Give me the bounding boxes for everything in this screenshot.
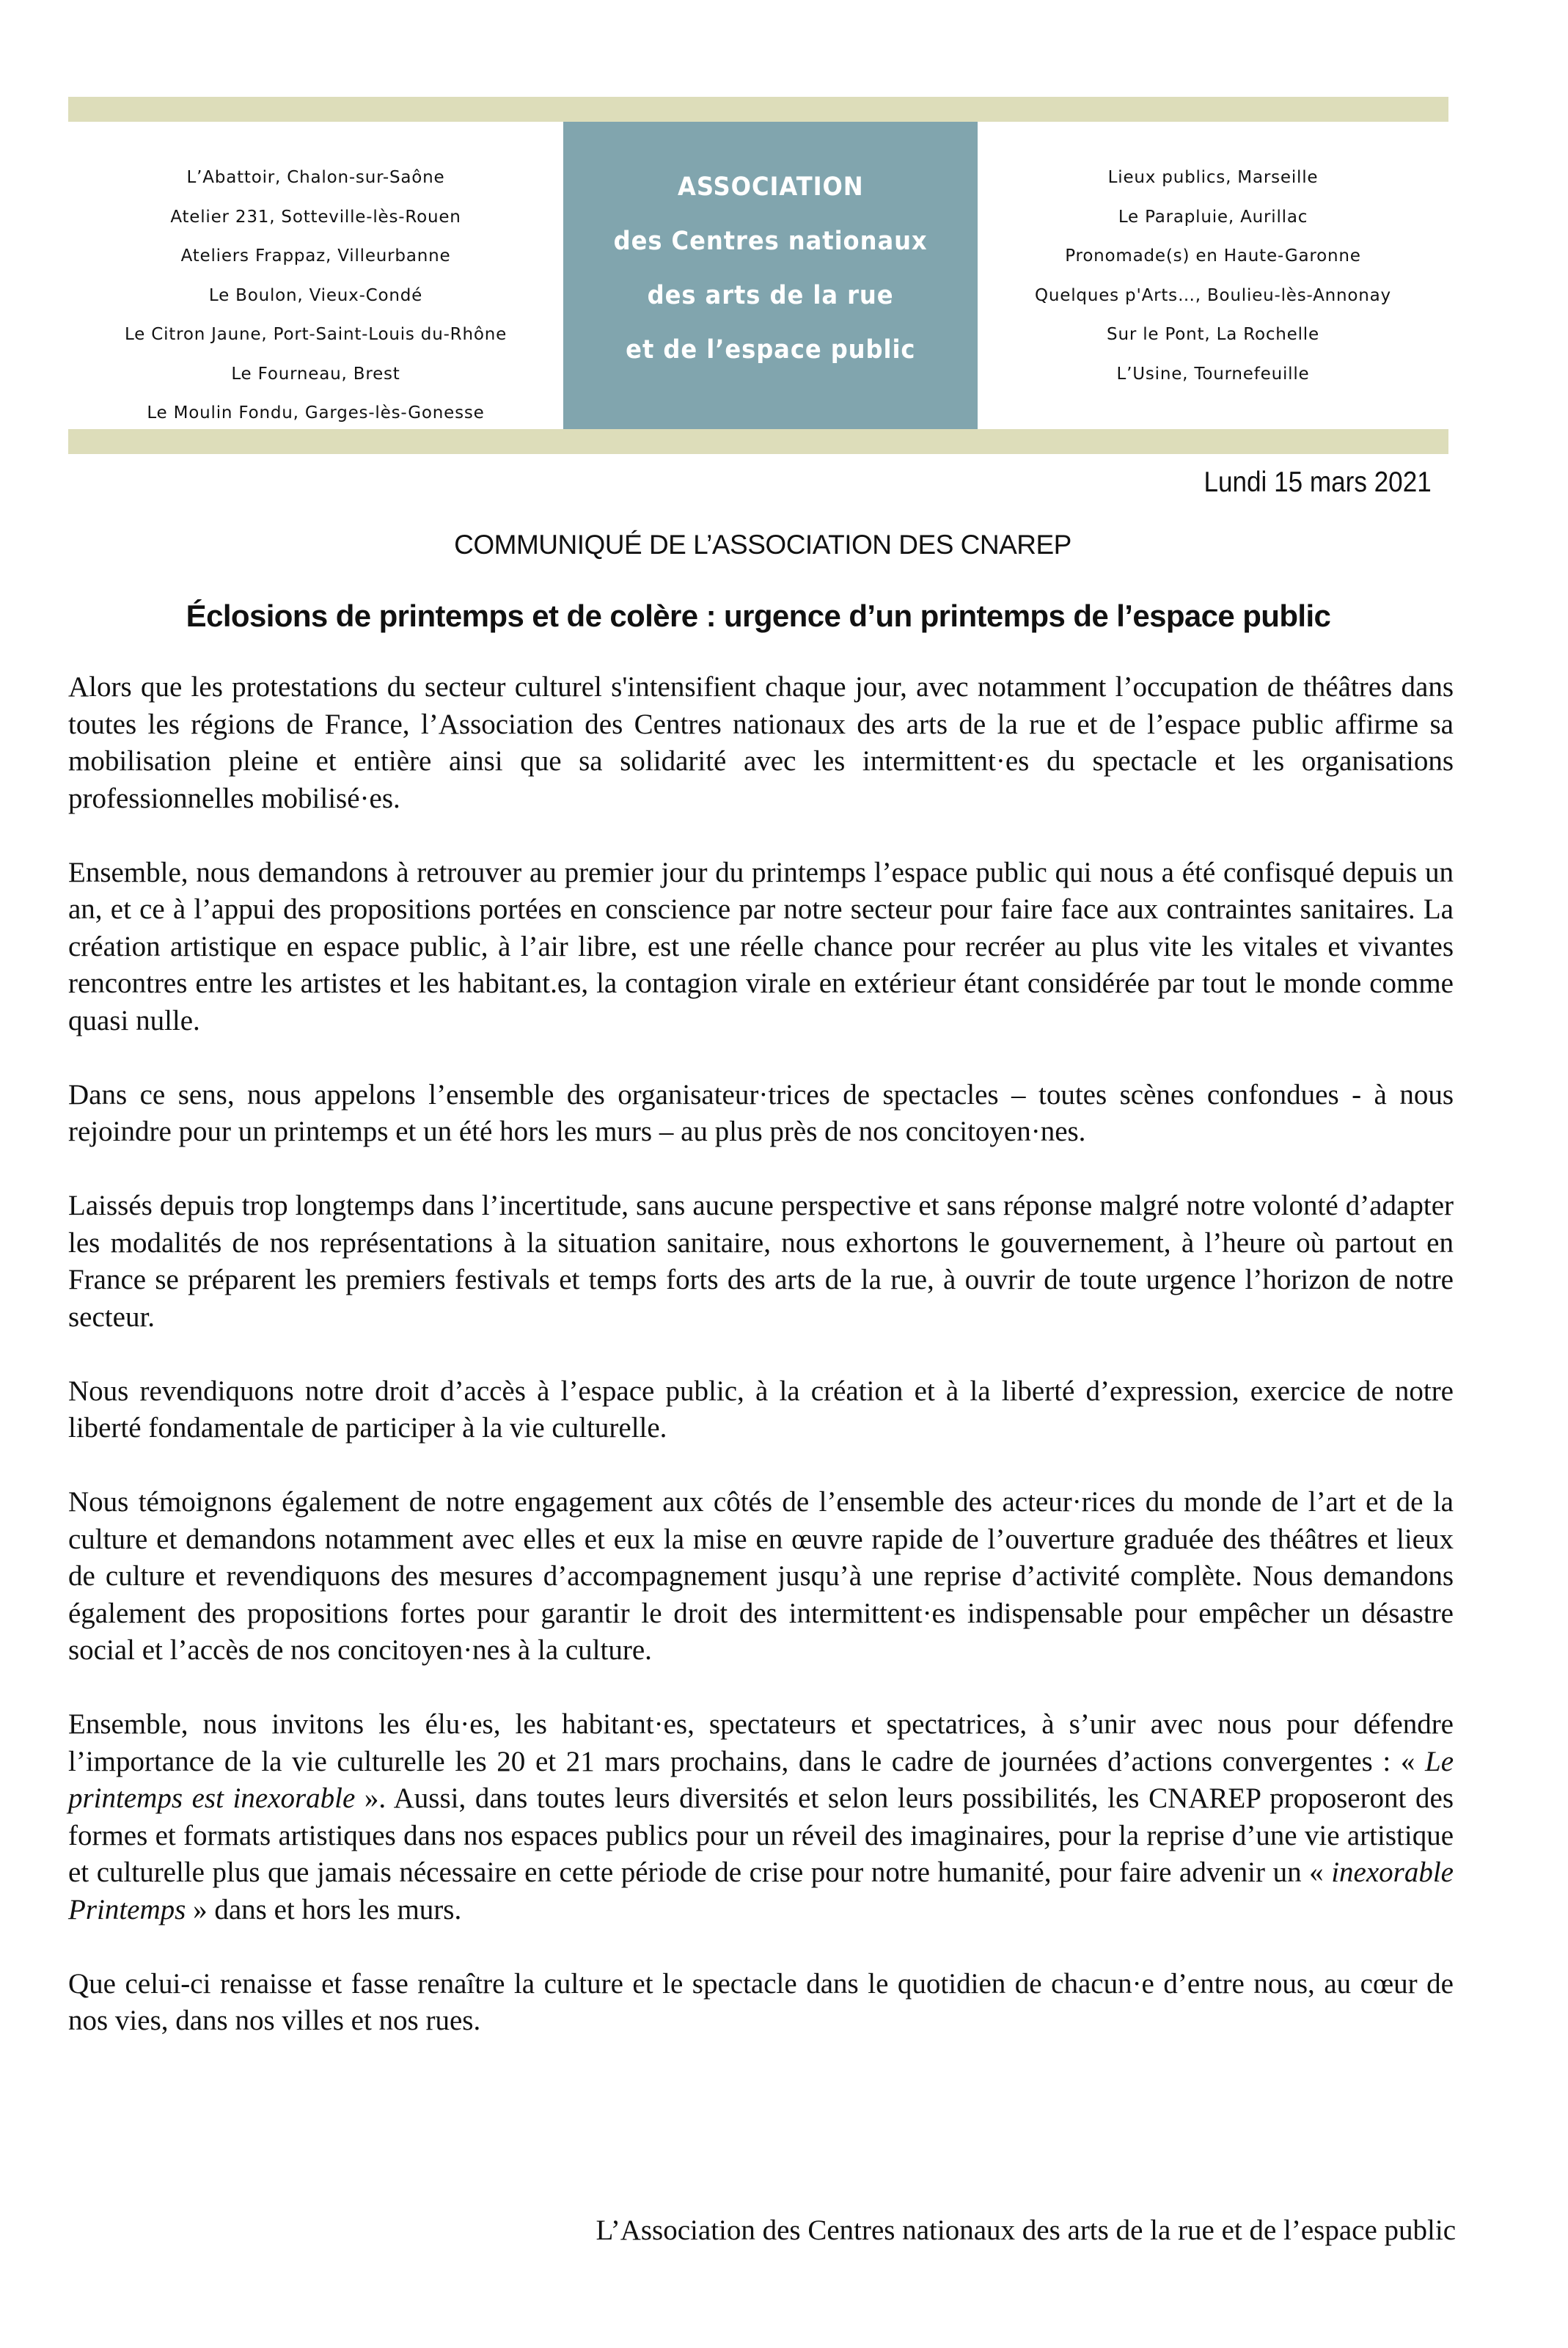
paragraph-text: ». Aussi, dans toutes leurs diversités et selon leurs possibilités, les CNAREP proposeront des formes et formats artistiques dans nos espaces publics pour un réveil des imaginaires, pour la reprise d’une vie artistique et culturelle plus que jamais nécessaire en cette période de crise pour notre humanité, pour faire advenir un «: [68, 1782, 1454, 1888]
paragraph: Dans ce sens, nous appelons l’ensemble des organisateur·trices de spectacles – toutes scènes confondues - à nous rejoindre pour un printemps et un été hors les murs – au plus près de nos concitoyen·nes.: [68, 1078, 1454, 1147]
venue-item: Le Parapluie, Aurillac: [1118, 207, 1308, 227]
quote-italic: Le printemps est inexorable: [68, 1745, 1454, 1814]
paragraph-text: » dans et hors les murs.: [186, 1893, 462, 1925]
venue-item: L’Usine, Tournefeuille: [1116, 364, 1310, 384]
venue-list-left: [68, 158, 563, 434]
document-title: Éclosions de printemps et de colère : urgence d’un printemps de l’espace public: [186, 599, 1331, 633]
quote-italic: inexorable Printemps: [68, 1857, 1454, 1925]
paragraph: Alors que les protestations du secteur culturel s'intensifient chaque jour, avec notamment l’occupation de théâtres dans toutes les régions de France, l’Association des Centres nationaux des arts de la rue et de l’espace public affirme sa mobilisation pleine et entière ainsi que sa solidarité avec les intermittent·es du spectacle et les organisations professionnelles mobilisé·es.: [68, 671, 1454, 814]
venue-item: Le Moulin Fondu, Garges-lès-Gonesse: [147, 403, 485, 423]
signature: L’Association des Centres nationaux des arts de la rue et de l’espace public: [596, 2214, 1456, 2246]
venue-item: L’Abattoir, Chalon-sur-Saône: [186, 168, 445, 187]
association-name-line: et de l’espace public: [625, 334, 916, 365]
paragraph: Laissés depuis trop longtemps dans l’incertitude, sans aucune perspective et sans réponse malgré notre volonté d’adapter les modalités de nos représentations à la situation sanitaire, nous exhortons le gouvernement, à l’heure où partout en France se préparent les premiers festivals et temps forts des arts de la rue, à ouvrir de toute urgence l’horizon de notre secteur.: [68, 1190, 1454, 1333]
header-top-band: [68, 97, 1448, 122]
venue-item: Atelier 231, Sotteville-lès-Rouen: [170, 207, 461, 227]
paragraph-text: Ensemble, nous invitons les élu·es, les habitant·es, spectateurs et spectatrices, à s’unir avec nous pour défendre l’importance de la vie culturelle les 20 et 21 mars prochains, dans le cadre de journées d’actions convergentes : «: [68, 1708, 1454, 1777]
paragraph: Nous témoignons également de notre engagement aux côtés de l’ensemble des acteur·rices du monde de l’art et de la culture et demandons notamment avec elles et eux la mise en œuvre rapide de l’ouverture graduée des théâtres et lieux de culture et revendiquons des mesures d’accompagnement jusqu’à une reprise d’activité complète. Nous demandons également des propositions fortes pour garantir le droit des intermittent·es indispensable pour empêcher un désastre social et l’accès de nos concitoyen·nes à la culture.: [68, 1486, 1454, 1666]
association-name-line: des Centres nationaux: [613, 226, 928, 256]
venue-list-right: [978, 158, 1448, 394]
venue-item: Lieux publics, Marseille: [1107, 168, 1319, 187]
association-logo-box: [563, 122, 978, 429]
communique-heading: COMMUNIQUÉ DE L’ASSOCIATION DES CNAREP: [454, 530, 1071, 560]
paragraph: Que celui-ci renaisse et fasse renaître la culture et le spectacle dans le quotidien de chacun·e d’entre nous, au cœur de nos vies, dans nos villes et nos rues.: [68, 1967, 1454, 2036]
venue-item: Le Boulon, Vieux-Condé: [208, 285, 423, 305]
venue-item: Quelques p'Arts…, Boulieu-lès-Annonay: [1035, 285, 1391, 305]
document-date: Lundi 15 mars 2021: [1204, 467, 1432, 498]
paragraph: Ensemble, nous demandons à retrouver au premier jour du printemps l’espace public qui nous a été confisqué depuis un an, et ce à l’appui des propositions portées en conscience par notre secteur pour faire face aux contraintes sanitaires. La création artistique en espace public, à l’air libre, est une réelle chance pour recréer au plus vite les vitales et vivantes rencontres entre les artistes et les habitant.es, la contagion virale en extérieur étant considérée par tout le monde comme quasi nulle.: [68, 856, 1454, 1036]
header-bottom-band: [68, 429, 1448, 454]
venue-item: Sur le Pont, La Rochelle: [1107, 325, 1319, 344]
association-name-line: des arts de la rue: [647, 280, 894, 310]
venue-item: Ateliers Frappaz, Villeurbanne: [180, 246, 451, 266]
venue-item: Pronomade(s) en Haute-Garonne: [1065, 246, 1361, 266]
document-body: [68, 669, 1454, 2077]
venue-item: Le Fourneau, Brest: [231, 364, 400, 384]
venue-item: Le Citron Jaune, Port-Saint-Louis du-Rhône: [124, 325, 508, 344]
paragraph: [68, 1706, 1454, 1928]
paragraph: Nous revendiquons notre droit d’accès à l’espace public, à la création et à la liberté d’expression, exercice de notre liberté fondamentale de participer à la vie culturelle.: [68, 1375, 1454, 1444]
association-name-line: ASSOCIATION: [677, 172, 864, 202]
